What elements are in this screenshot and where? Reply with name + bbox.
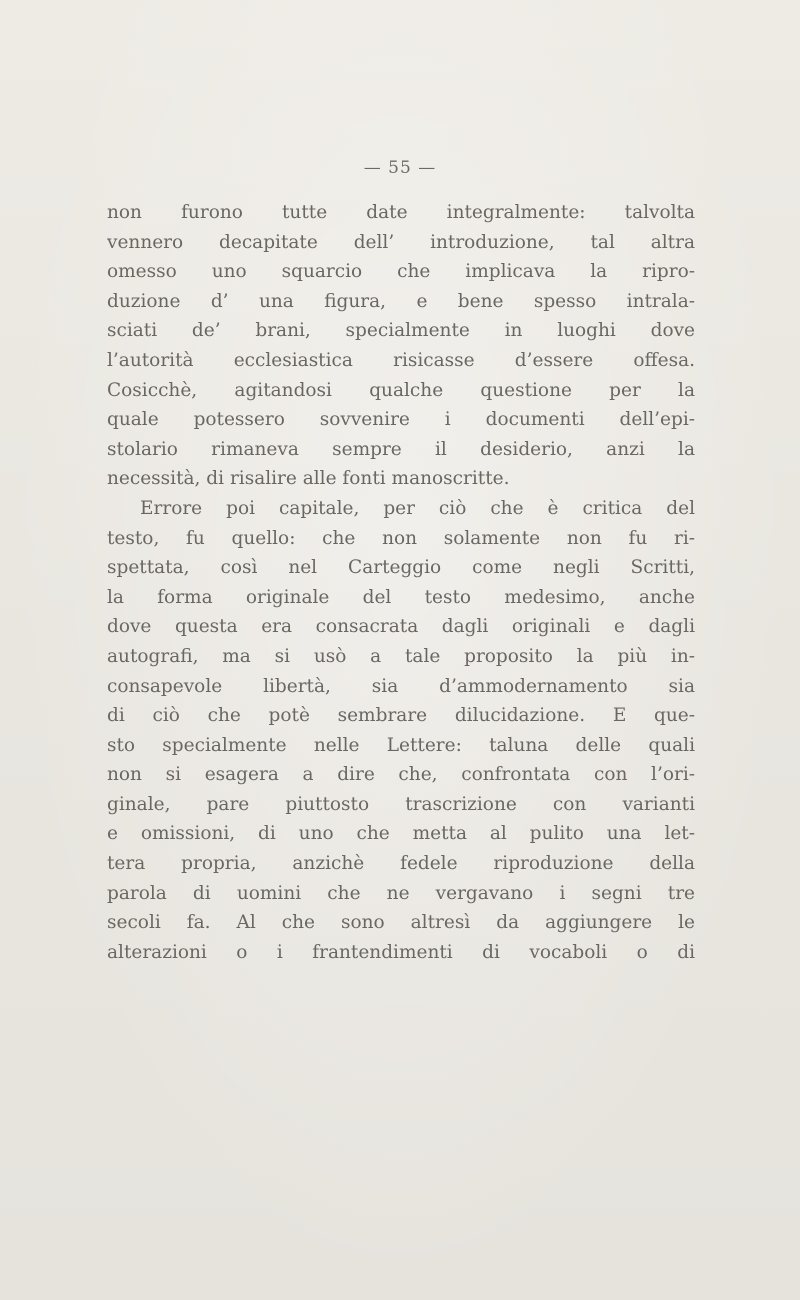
text-line: ginale, pare piuttosto trascrizione con varianti: [107, 793, 695, 815]
text-line: secoli fa. Al che sono altresì da aggiungere le: [107, 912, 695, 934]
text-line: stolario rimaneva sempre il desiderio, anzi la: [107, 438, 695, 460]
text-line: autografi, ma si usò a tale proposito la più in-: [107, 645, 695, 667]
text-line: spettata, così nel Carteggio come negli Scritti,: [107, 557, 695, 579]
text-line: di ciò che potè sembrare dilucidazione. E que-: [107, 705, 695, 727]
text-line: alterazioni o i frantendimenti di vocaboli o di: [107, 941, 695, 963]
text-line: consapevole libertà, sia d’ammodernamento sia: [107, 675, 695, 697]
text-line: dove questa era consacrata dagli originali e dagli: [107, 616, 695, 638]
text-line: duzione d’ una figura, e bene spesso intrala-: [107, 290, 695, 312]
text-line: quale potessero sovvenire i documenti dell’epi-: [107, 409, 695, 431]
body-text: [107, 198, 695, 967]
text-line: vennero decapitate dell’ introduzione, tal altra: [107, 231, 695, 253]
text-line: necessità, di risalire alle fonti manoscritte.: [107, 468, 510, 490]
text-line: tera propria, anzichè fedele riproduzione della: [107, 853, 695, 875]
text-line: non furono tutte date integralmente: talvolta: [107, 202, 695, 223]
text-line: non si esagera a dire che, confrontata con l’ori-: [107, 764, 695, 786]
text-line: l’autorità ecclesiastica risicasse d’essere offesa.: [107, 349, 695, 371]
text-line: la forma originale del testo medesimo, anche: [107, 586, 695, 608]
text-line: omesso uno squarcio che implicava la ripro-: [107, 261, 695, 283]
text-line: testo, fu quello: che non solamente non fu ri-: [107, 527, 695, 549]
text-line: e omissioni, di uno che metta al pulito una let-: [107, 823, 695, 845]
text-line: sciati de’ brani, specialmente in luoghi dove: [107, 320, 695, 342]
text-line: Errore poi capitale, per ciò che è critica del: [140, 497, 695, 519]
text-line: Cosicchè, agitandosi qualche questione per la: [107, 379, 695, 401]
text-line: parola di uomini che ne vergavano i segni tre: [107, 882, 695, 904]
page-number: — 55 —: [363, 158, 437, 178]
text-line: sto specialmente nelle Lettere: taluna delle quali: [107, 734, 695, 756]
